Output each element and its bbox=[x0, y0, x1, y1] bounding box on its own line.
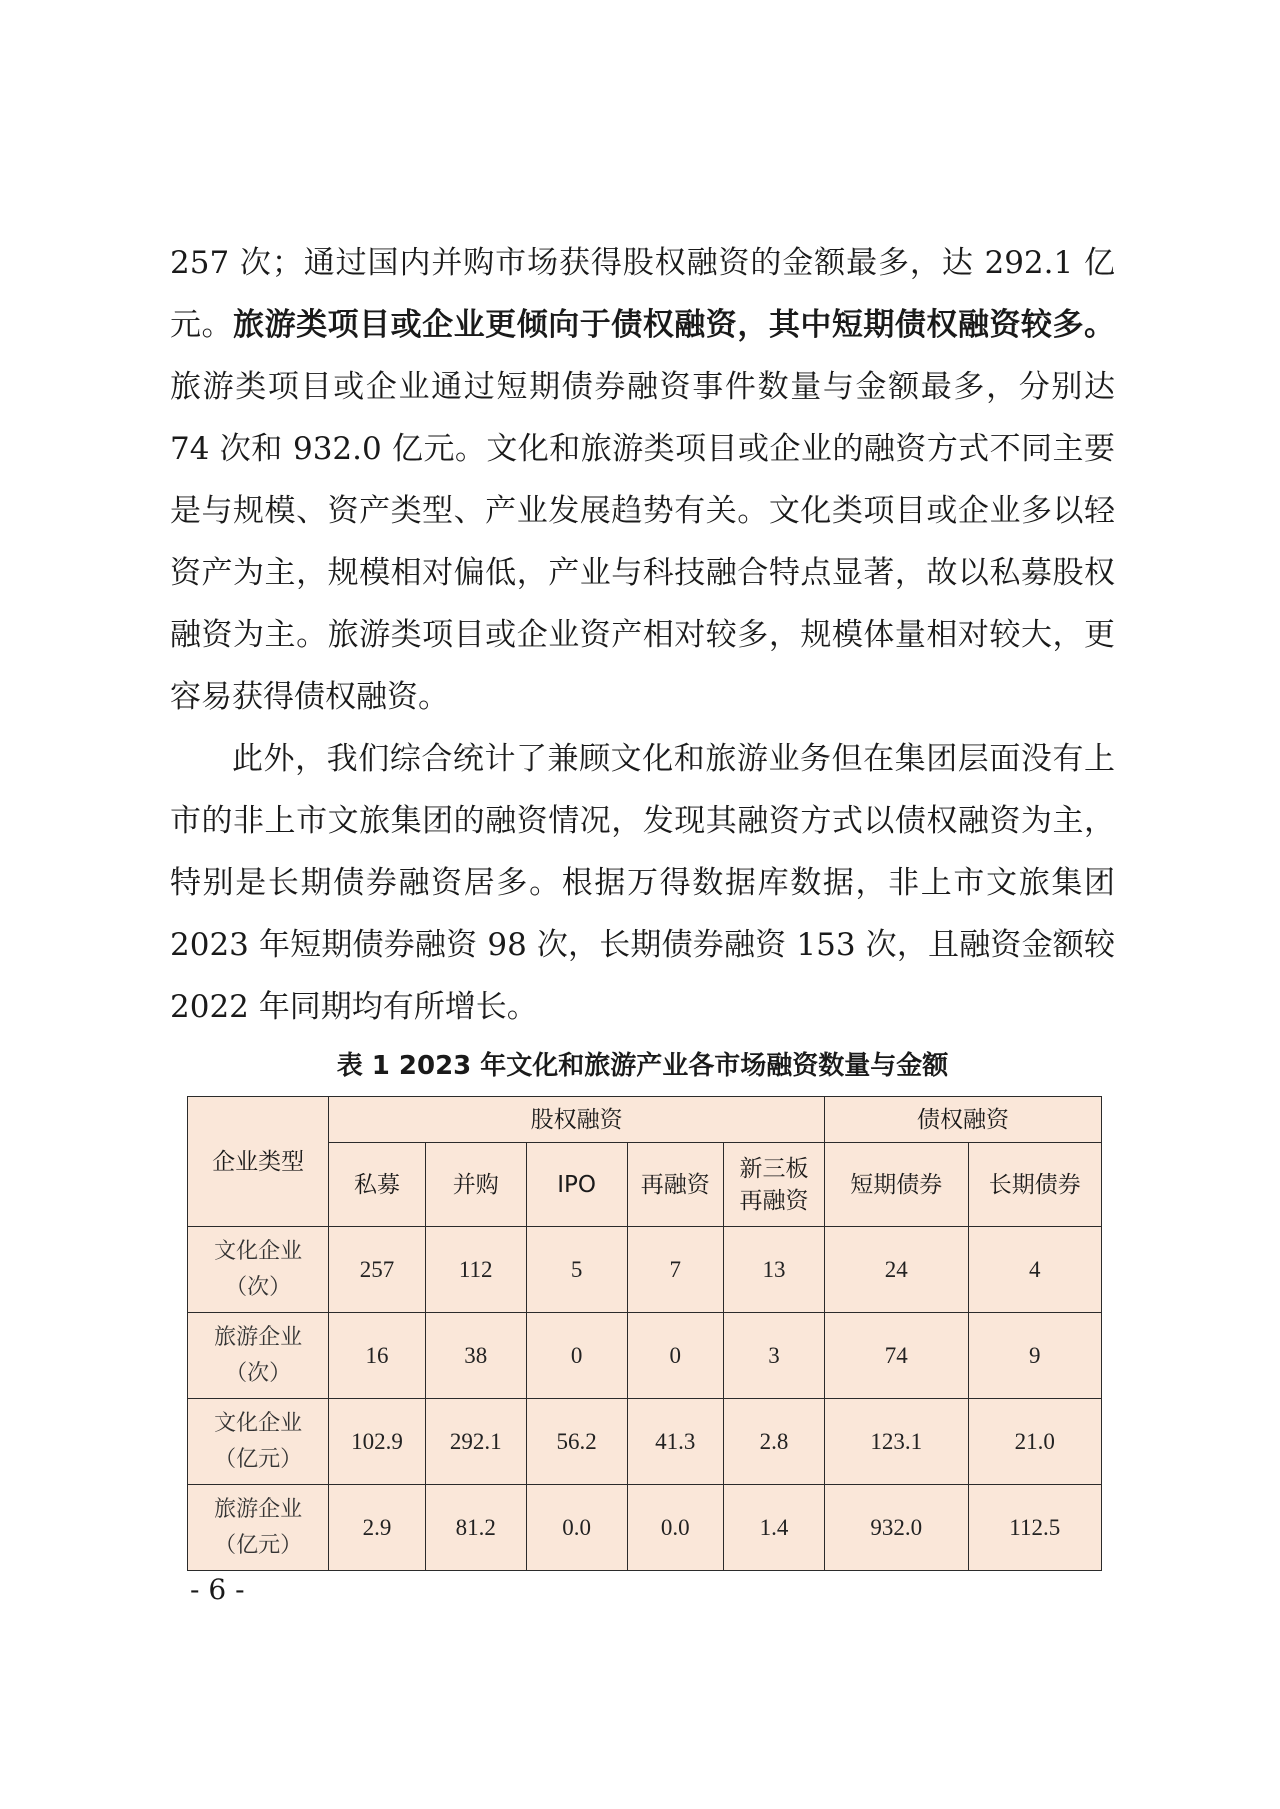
table-cell: 4 bbox=[968, 1227, 1102, 1313]
page-number: - 6 - bbox=[190, 1573, 245, 1606]
table-cell: 0.0 bbox=[526, 1485, 627, 1571]
table-cell: 292.1 bbox=[425, 1399, 526, 1485]
paragraph bbox=[170, 728, 1115, 1038]
column-header: 私募 bbox=[329, 1143, 425, 1227]
table-cell: 0 bbox=[526, 1313, 627, 1399]
row-label: 旅游企业（亿元） bbox=[188, 1485, 329, 1571]
table-cell: 0 bbox=[627, 1313, 723, 1399]
row-label: 旅游企业（次） bbox=[188, 1313, 329, 1399]
table-cell: 102.9 bbox=[329, 1399, 425, 1485]
paragraph bbox=[170, 232, 1115, 728]
table-cell: 257 bbox=[329, 1227, 425, 1313]
table-header-row bbox=[188, 1097, 1102, 1143]
paragraph-segment: 257 次；通过国内并购市场获得股权融资的金额最多，达 292.1 亿元。 bbox=[170, 245, 1115, 343]
table-cell: 1.4 bbox=[724, 1485, 825, 1571]
table-row bbox=[188, 1313, 1102, 1399]
row-label: 文化企业（亿元） bbox=[188, 1399, 329, 1485]
table-cell: 13 bbox=[724, 1227, 825, 1313]
table-cell: 56.2 bbox=[526, 1399, 627, 1485]
table-caption: 表 1 2023 年文化和旅游产业各市场融资数量与金额 bbox=[336, 1051, 949, 1081]
table-cell: 7 bbox=[627, 1227, 723, 1313]
table-cell: 16 bbox=[329, 1313, 425, 1399]
table-cell: 41.3 bbox=[627, 1399, 723, 1485]
paragraph-segment: 旅游类项目或企业通过短期债券融资事件数量与金额最多，分别达 74 次和 932.0 亿元。文化和旅游类项目或企业的融资方式不同主要是与规模、资产类型、产业发展趋势有关。文化类项目或企业多以轻资产为主，规模相对偏低，产业与科技融合特点显著，故以私募股权融资为主。旅游类项目或企业资产相对较多，规模体量相对较大，更容易获得债权融资。 bbox=[170, 369, 1115, 715]
column-header: 新三板再融资 bbox=[724, 1143, 825, 1227]
column-header: 再融资 bbox=[627, 1143, 723, 1227]
body-text bbox=[170, 232, 1115, 1038]
table-cell: 112 bbox=[425, 1227, 526, 1313]
table-cell: 3 bbox=[724, 1313, 825, 1399]
table-cell: 74 bbox=[824, 1313, 968, 1399]
table-cell: 38 bbox=[425, 1313, 526, 1399]
table-cell: 0.0 bbox=[627, 1485, 723, 1571]
table-row bbox=[188, 1227, 1102, 1313]
table-row bbox=[188, 1399, 1102, 1485]
column-header: 长期债券 bbox=[968, 1143, 1102, 1227]
table-cell: 81.2 bbox=[425, 1485, 526, 1571]
column-header: 短期债券 bbox=[824, 1143, 968, 1227]
paragraph-segment: 此外，我们综合统计了兼顾文化和旅游业务但在集团层面没有上市的非上市文旅集团的融资情况，发现其融资方式以债权融资为主，特别是长期债券融资居多。根据万得数据库数据，非上市文旅集团 2023 年短期债券融资 98 次，长期债券融资 153 次，且融资金额较 2022 年同期均有所增长。 bbox=[170, 741, 1115, 1025]
column-header: IPO bbox=[526, 1143, 627, 1227]
table-cell: 2.9 bbox=[329, 1485, 425, 1571]
table-cell: 24 bbox=[824, 1227, 968, 1313]
financing-table bbox=[187, 1096, 1102, 1571]
table-cell: 2.8 bbox=[724, 1399, 825, 1485]
table-cell: 112.5 bbox=[968, 1485, 1102, 1571]
table-row bbox=[188, 1485, 1102, 1571]
row-label: 文化企业（次） bbox=[188, 1227, 329, 1313]
group-header-debt: 债权融资 bbox=[824, 1097, 1101, 1143]
table-cell: 5 bbox=[526, 1227, 627, 1313]
paragraph-highlight: 旅游类项目或企业更倾向于债权融资，其中短期债权融资较多。 bbox=[233, 307, 1116, 343]
table-cell: 9 bbox=[968, 1313, 1102, 1399]
group-header-equity: 股权融资 bbox=[329, 1097, 825, 1143]
column-header: 并购 bbox=[425, 1143, 526, 1227]
table-cell: 932.0 bbox=[824, 1485, 968, 1571]
corner-header: 企业类型 bbox=[188, 1097, 329, 1227]
table-cell: 21.0 bbox=[968, 1399, 1102, 1485]
table-cell: 123.1 bbox=[824, 1399, 968, 1485]
